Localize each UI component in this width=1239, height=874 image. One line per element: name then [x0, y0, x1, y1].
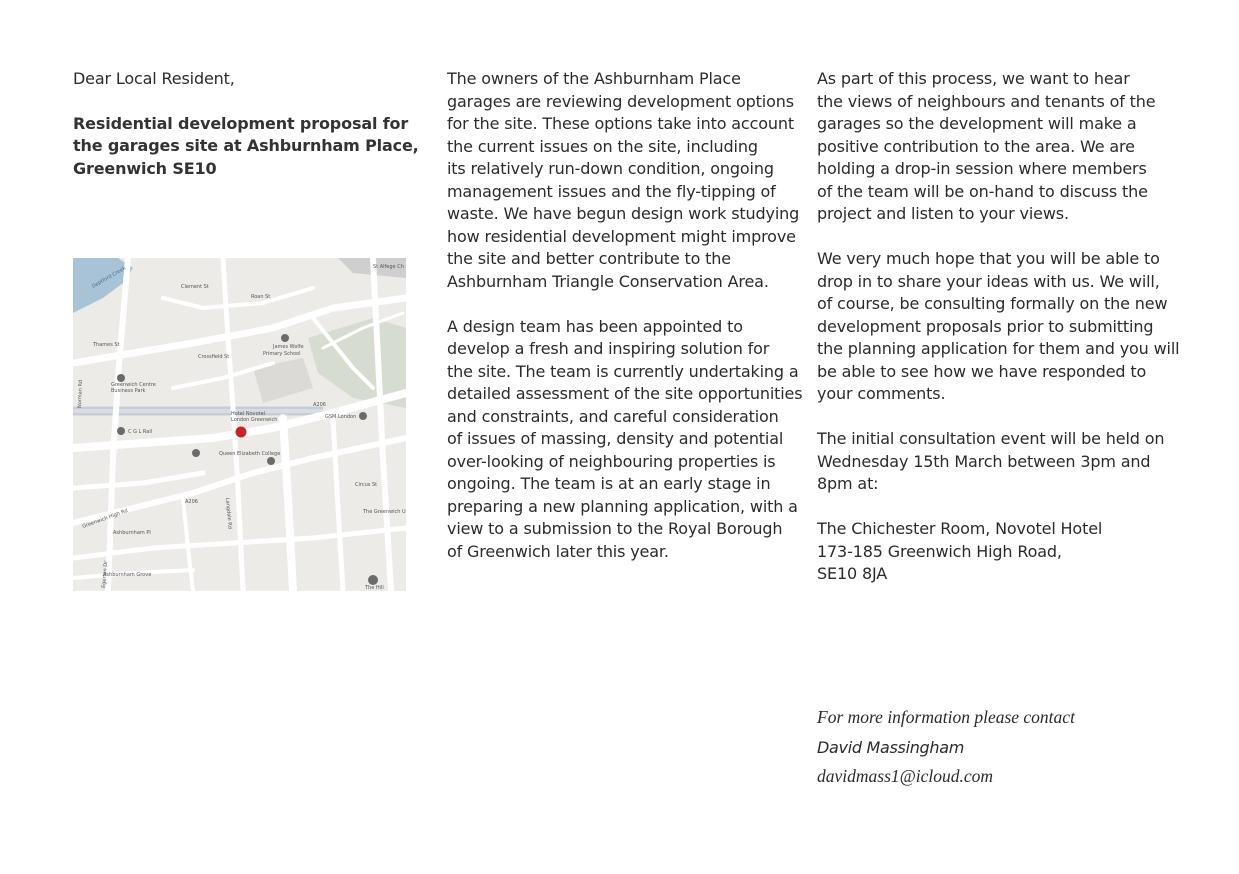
map-label: Business Park [111, 388, 146, 394]
map-label: Ashburnham Pl [113, 530, 151, 536]
paragraph-line: of course, be consulting formally on the new [817, 294, 1168, 313]
paragraph-line: holding a drop-in session where members [817, 159, 1147, 178]
paragraph-line: be able to see how we have responded to [817, 361, 1147, 381]
map-label: Roan St [251, 294, 271, 300]
map-label: Queen Elizabeth College [219, 451, 281, 457]
paragraph-line: for the site. These options take into account [447, 114, 794, 133]
map-label: Egerton Dr [101, 560, 110, 589]
paragraph-line: your comments. [817, 384, 946, 403]
map-label: The Greenwich U [363, 509, 406, 515]
map-label: Ashburnham Grove [103, 572, 152, 578]
map-label: Crossfield St [198, 354, 230, 360]
paragraph-line: positive contribution to the area. We are [817, 136, 1135, 156]
paragraph-line: the site and better contribute to the [447, 249, 731, 268]
contact-email[interactable]: davidmass1@icloud.com [817, 766, 994, 786]
landmark-icon [368, 575, 378, 585]
map-label: James Wolfe [273, 344, 304, 350]
paragraph-line: the planning application for them and you will [817, 339, 1180, 358]
paragraph-line: The initial consultation event will be held on [817, 429, 1165, 448]
map-label: Langdale Rd [224, 497, 233, 530]
college-icon [267, 457, 275, 465]
map-label: Circus St [355, 482, 378, 488]
address-line: The Chichester Room, Novotel Hotel [817, 519, 1103, 538]
map-label: Greenwich Centre [111, 382, 156, 388]
school-icon [281, 334, 289, 342]
map-label: The Hill [365, 585, 384, 591]
proposal-heading-line: the garages site at Ashburnham Place, [73, 136, 419, 155]
paragraph-line: the current issues on the site, including [447, 136, 758, 156]
contact-name: David Massingham [817, 737, 965, 757]
proposal-heading-line: Greenwich SE10 [73, 158, 217, 178]
paragraph-line: As part of this process, we want to hear [817, 69, 1130, 88]
paragraph-line: ongoing. The team is at an early stage in [447, 474, 771, 493]
paragraph-line: 8pm at: [817, 474, 879, 493]
paragraph-line: develop a fresh and inspiring solution for [447, 339, 770, 358]
paragraph-line: management issues and the fly-tipping of [447, 181, 776, 201]
paragraph-line: and constraints, and careful consideration [447, 406, 779, 426]
college-icon [359, 412, 367, 420]
paragraph-line: drop in to share your ideas with us. We will, [817, 271, 1160, 291]
map-label: GSM London [325, 414, 357, 420]
map-label: Clement St [181, 284, 209, 290]
map-label: A206 [313, 402, 326, 408]
middle-column [447, 68, 803, 563]
paragraph-line: waste. We have begun design work studying [447, 204, 800, 223]
paragraph-line: of the team will be on-hand to discuss the [817, 181, 1148, 201]
contact-intro: For more information please contact [817, 707, 1075, 727]
business-park-icon [117, 374, 125, 382]
proposal-heading-line: Residential development proposal for [73, 113, 409, 133]
paragraph-line: view to a submission to the Royal Borough [447, 519, 783, 538]
paragraph-line: of Greenwich later this year. [447, 541, 669, 561]
paragraph-line: its relatively run-down condition, ongoing [447, 159, 774, 178]
left-column [73, 68, 419, 180]
paragraph-line: garages so the development will make a [817, 114, 1137, 133]
paragraph-line: garages are reviewing development options [447, 91, 794, 111]
paragraph-line: A design team has been appointed to [447, 316, 743, 336]
map-label: Deptford Creek [91, 265, 128, 290]
map-label: Greenwich High Rd [81, 507, 129, 530]
address-line: SE10 8JA [817, 564, 888, 583]
paragraph-line: how residential development might improve [447, 226, 796, 246]
rail-icon [117, 427, 125, 435]
map-label: A206 [185, 499, 198, 505]
location-map [73, 258, 406, 591]
right-column [817, 68, 1180, 586]
map-label: St Alfege Ch [373, 264, 404, 270]
paragraph-line: Ashburnham Triangle Conservation Area. [447, 271, 769, 291]
paragraph-line: preparing a new planning application, with a [447, 496, 798, 516]
paragraph-line: We very much hope that you will be able to [817, 249, 1160, 268]
map-label: Thames St [93, 342, 120, 348]
map-label: Norman Rd [77, 379, 84, 409]
paragraph-line: of issues of massing, density and potential [447, 429, 784, 448]
location-pin-icon [236, 427, 247, 438]
map-label: C G L Rail [128, 429, 153, 435]
paragraph-line: the site. The team is currently undertaking a [447, 361, 799, 381]
map-label: Primary School [263, 351, 301, 357]
paragraph-line: the views of neighbours and tenants of the [817, 91, 1156, 111]
map-label: Hotel Novotel [231, 411, 266, 417]
paragraph-line: Wednesday 15th March between 3pm and [817, 451, 1151, 471]
address-line: 173-185 Greenwich High Road, [817, 541, 1062, 561]
paragraph-line: over-looking of neighbouring properties is [447, 451, 776, 471]
salutation: Dear Local Resident, [73, 69, 235, 88]
contact-block [817, 703, 1075, 792]
paragraph-line: project and listen to your views. [817, 204, 1069, 223]
map-label: London Greenwich [231, 417, 278, 423]
paragraph-line: detailed assessment of the site opportunities [447, 384, 803, 403]
poi-icon [192, 449, 200, 457]
paragraph-line: development proposals prior to submitting [817, 316, 1154, 336]
paragraph-line: The owners of the Ashburnham Place [447, 69, 741, 88]
